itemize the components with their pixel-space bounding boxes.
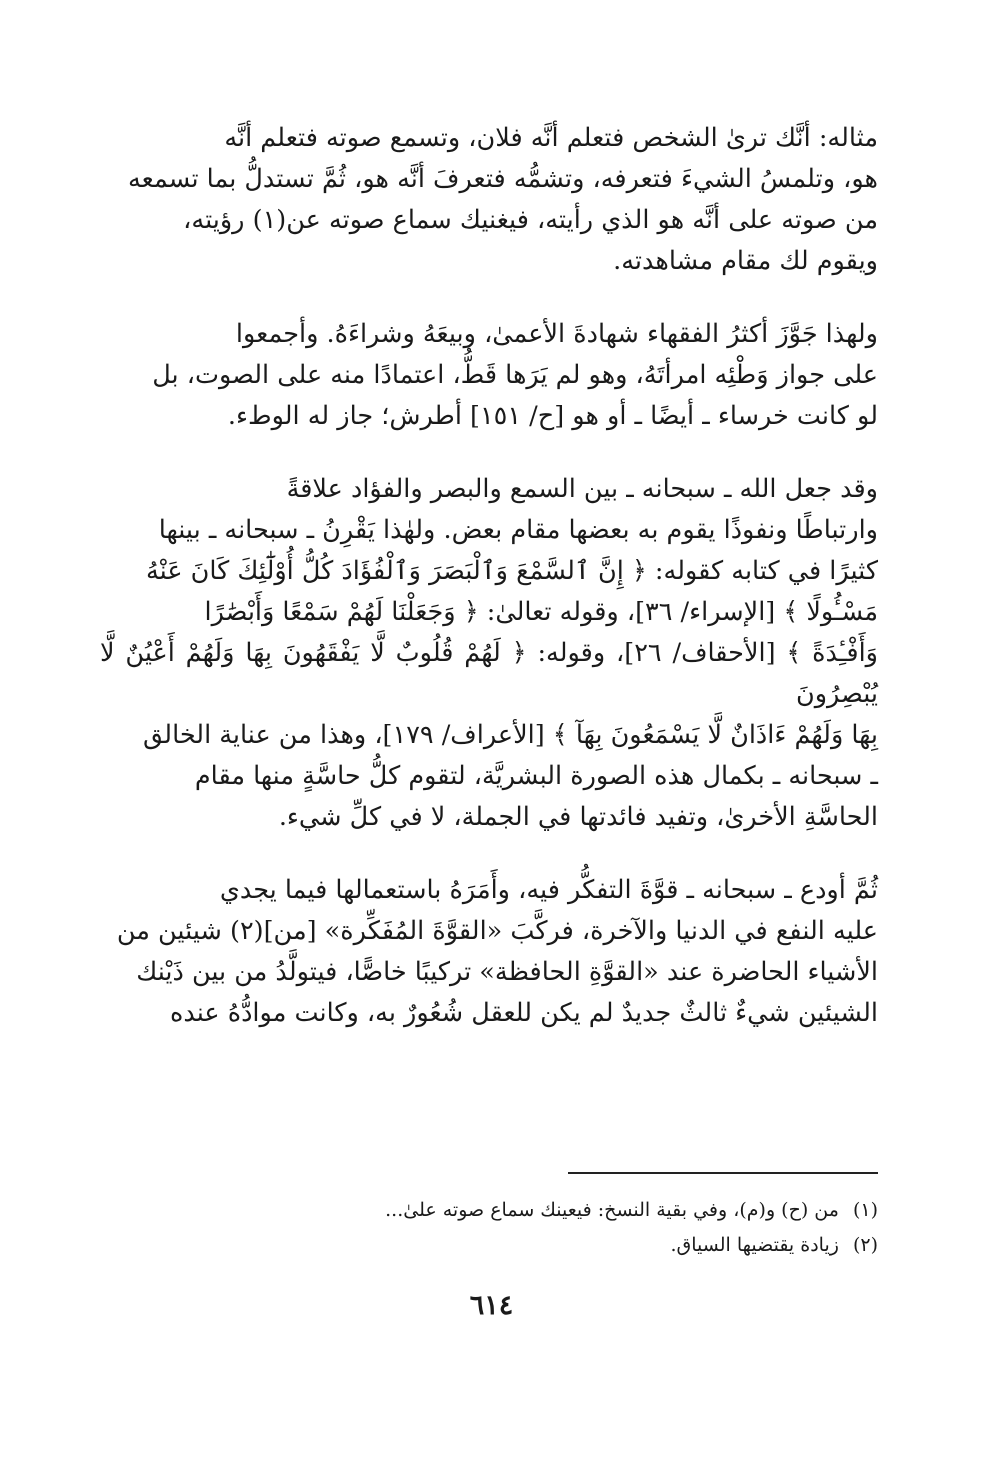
text-line: كثيرًا في كتابه كقوله: ﴿ إِنَّ ٱلسَّمْعَ وَٱلْبَصَرَ وَٱلْفُؤَادَ كُلُّ أُوْلَٰٓئِكَ كَانَ عَنْهُ [145,556,878,586]
footnote-number: (٢) [852,1234,878,1256]
footnote-text: من (ح) و(م)، وفي بقية النسخ: فيعينك سماع صوته علىٰ... [385,1199,839,1221]
text-line: الحاسَّةِ الأخرىٰ، وتفيد فائدتها في الجملة، لا في كلِّ شيء. [278,802,878,832]
paragraph-4 [100,870,878,1034]
text-line: لو كانت خرساء ـ أيضًا ـ أو هو [ح/ ١٥١] أطرش؛ جاز له الوطء. [227,401,878,431]
paragraph-1 [100,118,878,282]
footnote-divider [568,1172,878,1174]
text-line: ثُمَّ أودع ـ سبحانه ـ قوَّةَ التفكُّر فيه، وأَمَرَهُ باستعمالها فيما يجدي [219,875,878,905]
paragraph-3 [100,469,878,838]
main-text [100,118,878,1066]
footnote-1 [100,1193,878,1228]
text-line: وَأَفْـِٔدَةً ﴾ [الأحقاف/ ٢٦]، وقوله: ﴿ لَهُمْ قُلُوبٌ لَّا يَفْقَهُونَ بِهَا وَلَهُمْ أَعْيُنٌ لَّا يُبْصِرُونَ [100,638,878,709]
footnote-2 [100,1228,878,1263]
text-line: عليه النفع في الدنيا والآخرة، فركَّبَ «القوَّةَ المُفَكِّرة» [من](٢) شيئين من [116,916,878,946]
page-number: ٦١٤ [469,1290,514,1321]
text-line: من صوته على أنَّه هو الذي رأيته، فيغنيك سماع صوته عن(١) رؤيته، [183,205,878,235]
text-line: هو، وتلمسُ الشيءَ فتعرفه، وتشمُّه فتعرفَ أنَّه هو، ثُمَّ تستدلُّ بما تسمعه [128,164,878,194]
text-line: ولهذا جَوَّزَ أكثرُ الفقهاء شهادةَ الأعمىٰ، وبيعَهُ وشراءَهُ. وأجمعوا [235,319,878,349]
text-line: وقد جعل الله ـ سبحانه ـ بين السمع والبصر والفؤاد علاقةً [286,474,878,504]
text-line: ـ سبحانه ـ بكمال هذه الصورة البشريَّة، لتقوم كلُّ حاسَّةٍ منها مقام [194,761,878,791]
text-line: مثاله: أنَّك ترىٰ الشخص فتعلم أنَّه فلان، وتسمع صوته فتعلم أنَّه [224,123,878,153]
footnotes [100,1193,878,1263]
text-line: ويقوم لك مقام مشاهدته. [613,246,878,276]
text-line: مَسْـُٔولًا ﴾ [الإسراء/ ٣٦]، وقوله تعالىٰ: ﴿ وَجَعَلْنَا لَهُمْ سَمْعًا وَأَبْصَٰرًا [204,597,878,627]
text-line: بِهَا وَلَهُمْ ءَاذَانٌ لَّا يَسْمَعُونَ بِهَآ ﴾ [الأعراف/ ١٧٩]، وهذا من عناية الخالق [143,720,878,750]
paragraph-2 [100,314,878,437]
footnote-number: (١) [852,1199,878,1221]
text-line: الأشياء الحاضرة عند «القوَّةِ الحافظة» تركيبًا خاصًّا، فيتولَّدُ من بين ذَيْنك [136,957,878,987]
text-line: الشيئين شيءٌ ثالثٌ جديدٌ لم يكن للعقل شُعُورٌ به، وكانت موادُّهُ عنده [169,998,878,1028]
footnote-text: زيادة يقتضيها السياق. [670,1234,839,1256]
text-line: على جواز وَطْئِه امرأتَهُ، وهو لم يَرَها قَطُّ، اعتمادًا منه على الصوت، بل [152,360,878,390]
text-line: وارتباطًا ونفوذًا يقوم به بعضها مقام بعض. ولهٰذا يَقْرِنُ ـ سبحانه ـ بينها [158,515,878,545]
